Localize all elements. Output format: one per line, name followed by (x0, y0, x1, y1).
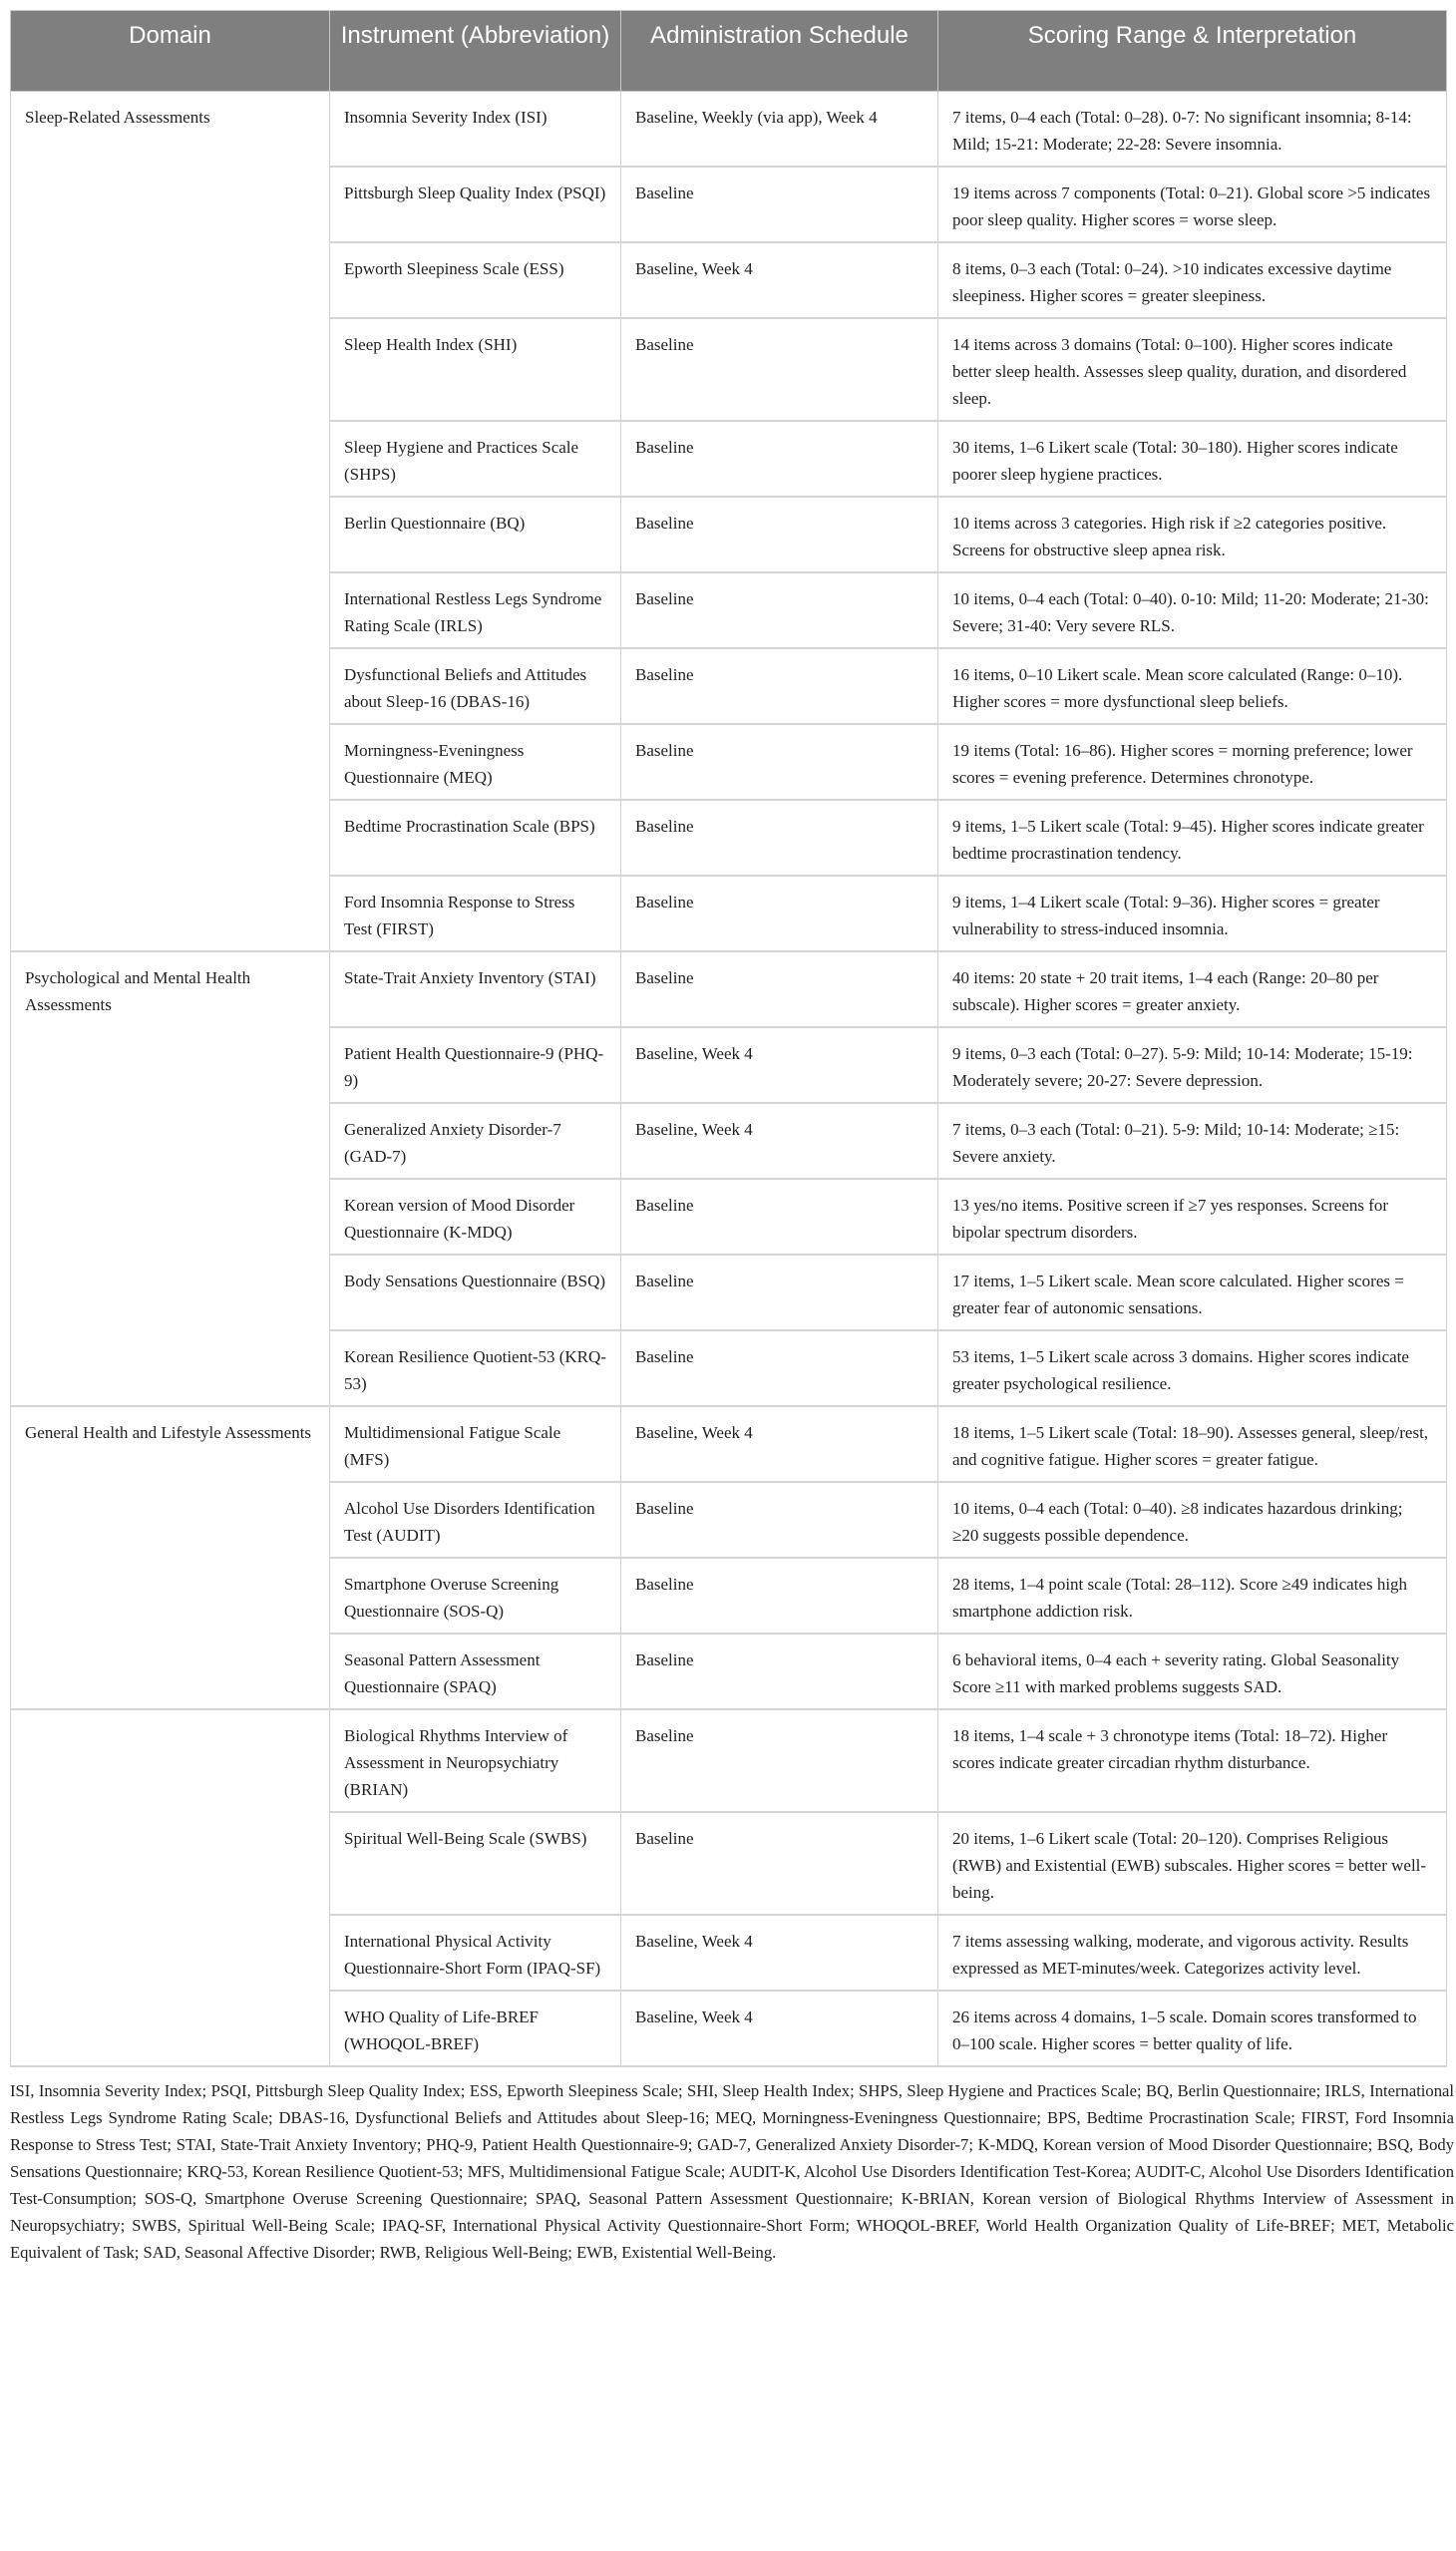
instrument-cell: Spiritual Well-Being Scale (SWBS) (330, 1812, 621, 1915)
instrument-cell: Epworth Sleepiness Scale (ESS) (330, 242, 621, 318)
scoring-cell: 9 items, 1–5 Likert scale (Total: 9–45). Higher scores indicate greater bedtime procrastination tendency. (938, 800, 1447, 876)
domain-cell: Sleep-Related Assessments (11, 92, 330, 952)
schedule-cell: Baseline (621, 1709, 938, 1812)
scoring-cell: 8 items, 0–3 each (Total: 0–24). >10 indicates excessive daytime sleepiness. Higher scores = greater sleepiness. (938, 242, 1447, 318)
header-row (11, 11, 1447, 92)
scoring-cell: 10 items, 0–4 each (Total: 0–40). 0-10: Mild; 11-20: Moderate; 21-30: Severe; 31-40: Very severe RLS. (938, 572, 1447, 648)
scoring-cell: 10 items, 0–4 each (Total: 0–40). ≥8 indicates hazardous drinking; ≥20 suggests possible dependence. (938, 1482, 1447, 1558)
instrument-cell: Pittsburgh Sleep Quality Index (PSQI) (330, 167, 621, 242)
instrument-cell: Patient Health Questionnaire-9 (PHQ-9) (330, 1027, 621, 1103)
instrument-cell: Generalized Anxiety Disorder-7 (GAD-7) (330, 1103, 621, 1179)
schedule-cell: Baseline, Weekly (via app), Week 4 (621, 92, 938, 168)
schedule-cell: Baseline, Week 4 (621, 1027, 938, 1103)
scoring-cell: 17 items, 1–5 Likert scale. Mean score calculated. Higher scores = greater fear of autonomic sensations. (938, 1255, 1447, 1330)
table-row (11, 951, 1447, 1027)
instrument-cell: International Restless Legs Syndrome Rating Scale (IRLS) (330, 572, 621, 648)
scoring-cell: 20 items, 1–6 Likert scale (Total: 20–120). Comprises Religious (RWB) and Existential (EWB) subscales. Higher scores = better well-being. (938, 1812, 1447, 1915)
schedule-cell: Baseline, Week 4 (621, 1991, 938, 2066)
header-scoring: Scoring Range & Interpretation (938, 11, 1447, 92)
scoring-cell: 14 items across 3 domains (Total: 0–100). Higher scores indicate better sleep health. Assesses sleep quality, duration, and disordered sleep. (938, 318, 1447, 421)
schedule-cell: Baseline (621, 572, 938, 648)
schedule-cell: Baseline (621, 951, 938, 1027)
schedule-cell: Baseline (621, 1179, 938, 1255)
scoring-cell: 19 items (Total: 16–86). Higher scores = morning preference; lower scores = evening preference. Determines chronotype. (938, 724, 1447, 800)
header-domain: Domain (11, 11, 330, 92)
schedule-cell: Baseline (621, 724, 938, 800)
scoring-cell: 53 items, 1–5 Likert scale across 3 domains. Higher scores indicate greater psychological resilience. (938, 1330, 1447, 1406)
scoring-cell: 19 items across 7 components (Total: 0–21). Global score >5 indicates poor sleep quality. Higher scores = worse sleep. (938, 167, 1447, 242)
scoring-cell: 9 items, 0–3 each (Total: 0–27). 5-9: Mild; 10-14: Moderate; 15-19: Moderately severe; 20-27: Severe depression. (938, 1027, 1447, 1103)
instrument-cell: Sleep Health Index (SHI) (330, 318, 621, 421)
scoring-cell: 30 items, 1–6 Likert scale (Total: 30–180). Higher scores indicate poorer sleep hygiene practices. (938, 421, 1447, 497)
instrument-cell: Multidimensional Fatigue Scale (MFS) (330, 1406, 621, 1482)
schedule-cell: Baseline (621, 800, 938, 876)
instrument-cell: Smartphone Overuse Screening Questionnaire (SOS-Q) (330, 1558, 621, 1634)
table-footnote: ISI, Insomnia Severity Index; PSQI, Pittsburgh Sleep Quality Index; ESS, Epworth Sleepiness Scale; SHI, Sleep Health Index; SHPS, Sleep Hygiene and Practices Scale; BQ, Berlin Questionnaire; IRLS, International Restless Legs Syndrome Rating Scale; DBAS-16, Dysfunctional Beliefs and Attitudes about Sleep-16; MEQ, Morningness-Eveningness Questionnaire; BPS, Bedtime Procrastination Scale; FIRST, Ford Insomnia Response to Stress Test; STAI, State-Trait Anxiety Inventory; PHQ-9, Patient Health Questionnaire-9; GAD-7, Generalized Anxiety Disorder-7; K-MDQ, Korean version of Mood Disorder Questionnaire; BSQ, Body Sensations Questionnaire; KRQ-53, Korean Resilience Quotient-53; MFS, Multidimensional Fatigue Scale; AUDIT-K, Alcohol Use Disorders Identification Test-Korea; AUDIT-C, Alcohol Use Disorders Identification Test-Consumption; SOS-Q, Smartphone Overuse Screening Questionnaire; SPAQ, Seasonal Pattern Assessment Questionnaire; K-BRIAN, Korean version of Biological Rhythms Interview of Assessment in Neuropsychiatry; SWBS, Spiritual Well-Being Scale; IPAQ-SF, International Physical Activity Questionnaire-Short Form; WHOQOL-BREF, World Health Organization Quality of Life-BREF; MET, Metabolic Equivalent of Task; SAD, Seasonal Affective Disorder; RWB, Religious Well-Being; EWB, Existential Well-Being. (10, 2081, 1454, 2262)
schedule-cell: Baseline (621, 1255, 938, 1330)
schedule-cell: Baseline (621, 1330, 938, 1406)
instrument-cell: Alcohol Use Disorders Identification Test (AUDIT) (330, 1482, 621, 1558)
instrument-cell: Berlin Questionnaire (BQ) (330, 497, 621, 572)
scoring-cell: 6 behavioral items, 0–4 each + severity rating. Global Seasonality Score ≥11 with marked problems suggests SAD. (938, 1634, 1447, 1709)
scoring-cell: 16 items, 0–10 Likert scale. Mean score calculated (Range: 0–10). Higher scores = more dysfunctional sleep beliefs. (938, 648, 1447, 724)
table-row (11, 1709, 1447, 1812)
schedule-cell: Baseline, Week 4 (621, 1103, 938, 1179)
schedule-cell: Baseline (621, 497, 938, 572)
schedule-cell: Baseline (621, 648, 938, 724)
header-instrument: Instrument (Abbreviation) (330, 11, 621, 92)
scoring-cell: 10 items across 3 categories. High risk if ≥2 categories positive. Screens for obstructive sleep apnea risk. (938, 497, 1447, 572)
schedule-cell: Baseline (621, 876, 938, 951)
instrument-cell: Bedtime Procrastination Scale (BPS) (330, 800, 621, 876)
scoring-cell: 7 items, 0–4 each (Total: 0–28). 0-7: No significant insomnia; 8-14: Mild; 15-21: Moderate; 22-28: Severe insomnia. (938, 92, 1447, 168)
schedule-cell: Baseline, Week 4 (621, 1406, 938, 1482)
instrument-cell: Dysfunctional Beliefs and Attitudes about Sleep-16 (DBAS-16) (330, 648, 621, 724)
instrument-cell: Korean Resilience Quotient-53 (KRQ-53) (330, 1330, 621, 1406)
scoring-cell: 28 items, 1–4 point scale (Total: 28–112). Score ≥49 indicates high smartphone addiction risk. (938, 1558, 1447, 1634)
instrument-cell: State-Trait Anxiety Inventory (STAI) (330, 951, 621, 1027)
schedule-cell: Baseline (621, 1634, 938, 1709)
table-row (11, 92, 1447, 168)
schedule-cell: Baseline (621, 318, 938, 421)
scoring-cell: 26 items across 4 domains, 1–5 scale. Domain scores transformed to 0–100 scale. Higher scores = better quality of life. (938, 1991, 1447, 2066)
instrument-cell: Body Sensations Questionnaire (BSQ) (330, 1255, 621, 1330)
schedule-cell: Baseline (621, 1482, 938, 1558)
instrument-cell: International Physical Activity Questionnaire-Short Form (IPAQ-SF) (330, 1915, 621, 1991)
instrument-cell: Ford Insomnia Response to Stress Test (FIRST) (330, 876, 621, 951)
scoring-cell: 9 items, 1–4 Likert scale (Total: 9–36). Higher scores = greater vulnerability to stress-induced insomnia. (938, 876, 1447, 951)
schedule-cell: Baseline (621, 167, 938, 242)
instrument-cell: Insomnia Severity Index (ISI) (330, 92, 621, 168)
domain-cell (11, 1709, 330, 2066)
assessment-table (10, 10, 1447, 2067)
instrument-cell: Korean version of Mood Disorder Questionnaire (K-MDQ) (330, 1179, 621, 1255)
scoring-cell: 7 items assessing walking, moderate, and vigorous activity. Results expressed as MET-minutes/week. Categorizes activity level. (938, 1915, 1447, 1991)
scoring-cell: 18 items, 1–5 Likert scale (Total: 18–90). Assesses general, sleep/rest, and cognitive fatigue. Higher scores = greater fatigue. (938, 1406, 1447, 1482)
domain-cell: General Health and Lifestyle Assessments (11, 1406, 330, 1709)
schedule-cell: Baseline (621, 1558, 938, 1634)
header-schedule: Administration Schedule (621, 11, 938, 92)
schedule-cell: Baseline (621, 421, 938, 497)
scoring-cell: 18 items, 1–4 scale + 3 chronotype items (Total: 18–72). Higher scores indicate greater circadian rhythm disturbance. (938, 1709, 1447, 1812)
instrument-cell: Sleep Hygiene and Practices Scale (SHPS) (330, 421, 621, 497)
instrument-cell: WHO Quality of Life-BREF (WHOQOL-BREF) (330, 1991, 621, 2066)
domain-cell: Psychological and Mental Health Assessments (11, 951, 330, 1406)
table-row (11, 1406, 1447, 1482)
instrument-cell: Morningness-Eveningness Questionnaire (MEQ) (330, 724, 621, 800)
scoring-cell: 7 items, 0–3 each (Total: 0–21). 5-9: Mild; 10-14: Moderate; ≥15: Severe anxiety. (938, 1103, 1447, 1179)
scoring-cell: 13 yes/no items. Positive screen if ≥7 yes responses. Screens for bipolar spectrum disorders. (938, 1179, 1447, 1255)
instrument-cell: Biological Rhythms Interview of Assessment in Neuropsychiatry (BRIAN) (330, 1709, 621, 1812)
instrument-cell: Seasonal Pattern Assessment Questionnaire (SPAQ) (330, 1634, 621, 1709)
schedule-cell: Baseline, Week 4 (621, 1915, 938, 1991)
scoring-cell: 40 items: 20 state + 20 trait items, 1–4 each (Range: 20–80 per subscale). Higher scores = greater anxiety. (938, 951, 1447, 1027)
schedule-cell: Baseline (621, 1812, 938, 1915)
table-body (11, 92, 1447, 2067)
schedule-cell: Baseline, Week 4 (621, 242, 938, 318)
